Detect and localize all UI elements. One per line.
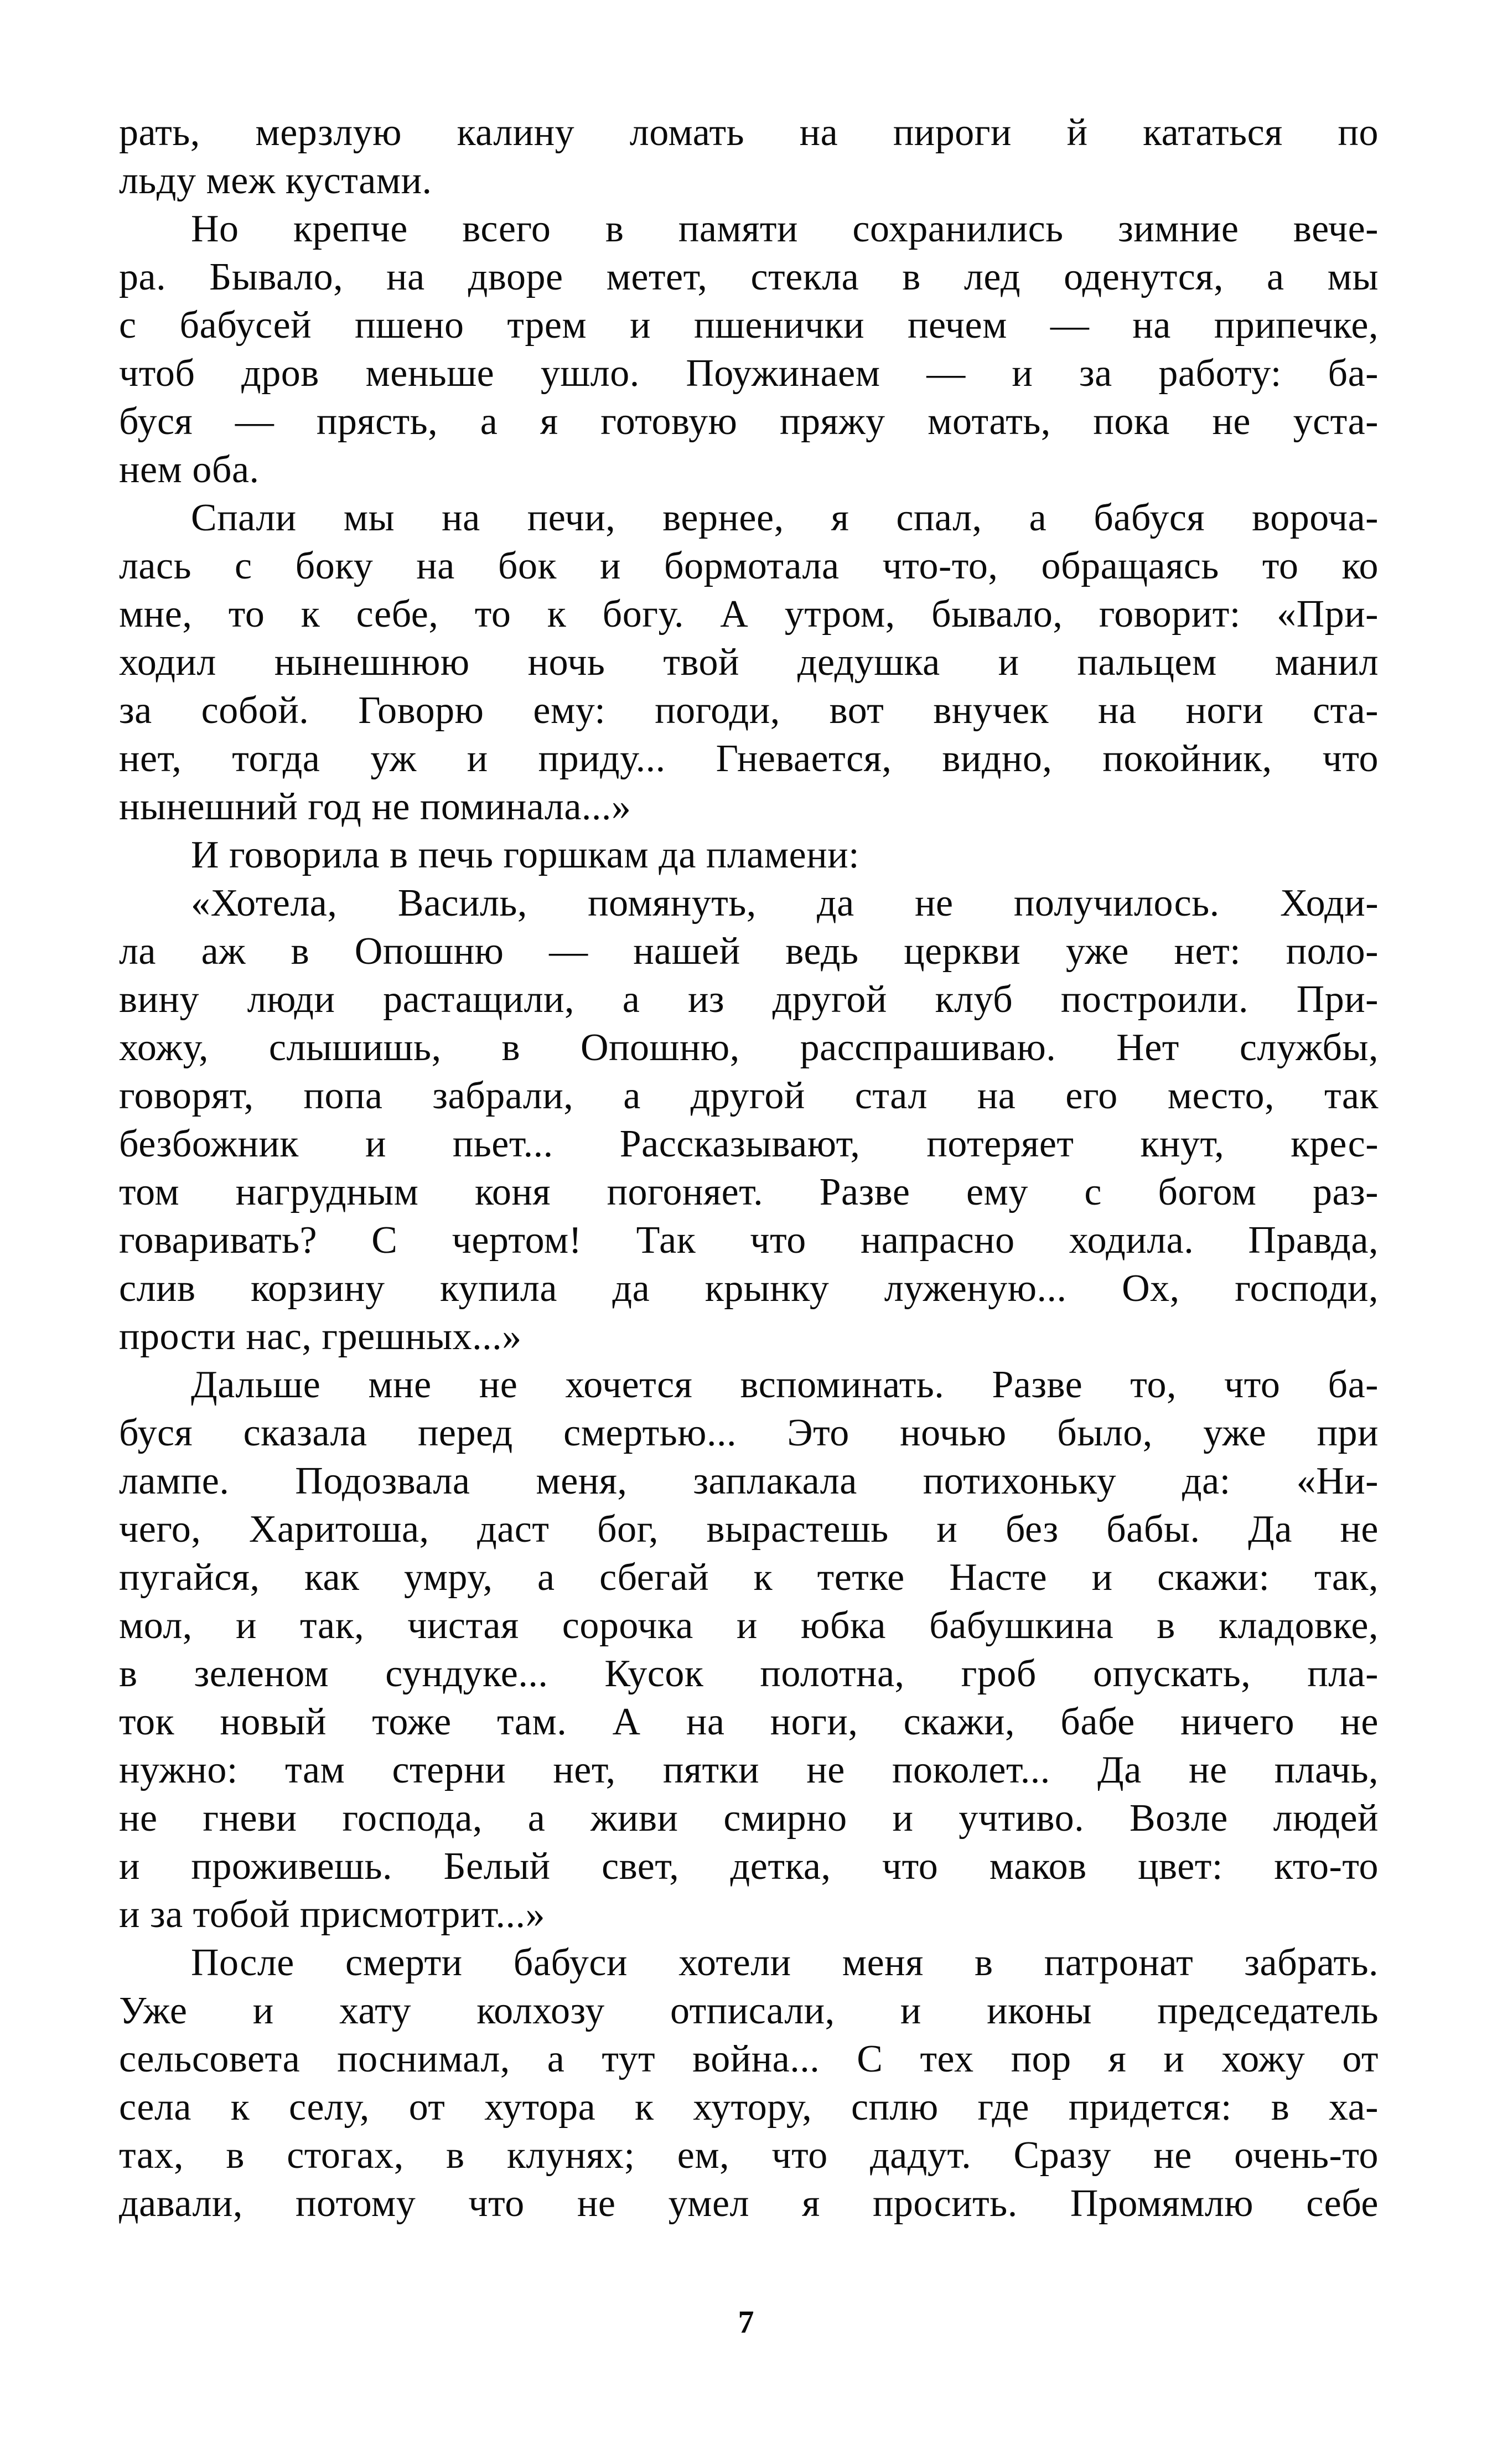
text-line: мне, то к себе, то к богу. А утром, бывало, говорит: «При-	[119, 593, 1379, 636]
text-line: льду меж кустами.	[119, 159, 432, 202]
text-line: нужно: там стерни нет, пятки не поколет... Да не плачь,	[119, 1749, 1379, 1791]
text-line: села к селу, от хутора к хутору, сплю где придется: в ха-	[119, 2086, 1379, 2129]
text-line: лась с боку на бок и бормотала что-то, обращаясь то ко	[119, 545, 1379, 587]
text-line: и за тобой присмотрит...»	[119, 1893, 546, 1936]
text-line: мол, и так, чистая сорочка и юбка бабушкина в кладовке,	[119, 1604, 1379, 1647]
text-line: лампе. Подозвала меня, заплакала потихоньку да: «Ни-	[119, 1460, 1379, 1502]
text-line: нет, тогда уж и приду... Гневается, видно, покойник, что	[119, 737, 1379, 780]
text-line: не гневи господа, а живи смирно и учтиво. Возле людей	[119, 1797, 1379, 1840]
text-line: рать, мерзлую калину ломать на пироги й кататься по	[119, 111, 1379, 154]
page-text-block	[119, 109, 1379, 2228]
text-line: пугайся, как умру, а сбегай к тетке Насте и скажи: так,	[119, 1556, 1379, 1599]
text-line: тах, в стогах, в клунях; ем, что дадут. Сразу не очень-то	[119, 2134, 1379, 2177]
text-line: говаривать? С чертом! Так что напрасно ходила. Правда,	[119, 1219, 1379, 1262]
text-line: И говорила в печь горшкам да пламени:	[191, 834, 860, 876]
text-line: сельсовета поснимал, а тут война... С тех пор я и хожу от	[119, 2038, 1379, 2080]
text-line: слив корзину купила да крынку луженую... Ох, господи,	[119, 1267, 1379, 1310]
text-line: и проживешь. Белый свет, детка, что маков цвет: кто-то	[119, 1845, 1379, 1888]
text-line: том нагрудным коня погоняет. Разве ему с богом раз-	[119, 1171, 1379, 1213]
text-line: ток новый тоже там. А на ноги, скажи, бабе ничего не	[119, 1701, 1379, 1743]
text-line: чтоб дров меньше ушло. Поужинаем — и за работу: ба-	[119, 352, 1379, 395]
text-line: После смерти бабуси хотели меня в патронат забрать.	[191, 1941, 1379, 1984]
text-line: чего, Харитоша, даст бог, вырастешь и без бабы. Да не	[119, 1508, 1379, 1551]
text-line: Уже и хату колхозу отписали, и иконы председатель	[119, 1990, 1379, 2032]
text-line: ра. Бывало, на дворе метет, стекла в лед оденутся, а мы	[119, 256, 1379, 298]
text-line: говорят, попа забрали, а другой стал на его место, так	[119, 1075, 1379, 1117]
text-line: давали, потому что не умел я просить. Промямлю себе	[119, 2182, 1379, 2225]
text-line: ходил нынешнюю ночь твой дедушка и пальцем манил	[119, 641, 1379, 684]
text-line: ла аж в Опошню — нашей ведь церкви уже нет: поло-	[119, 930, 1379, 973]
text-line: вину люди растащили, а из другой клуб построили. При-	[119, 978, 1379, 1021]
text-line: хожу, слышишь, в Опошню, расспрашиваю. Нет службы,	[119, 1026, 1379, 1069]
text-line: безбожник и пьет... Рассказывают, потеряет кнут, крес-	[119, 1123, 1379, 1165]
text-line: за собой. Говорю ему: погоди, вот внучек на ноги ста-	[119, 689, 1379, 732]
text-line: Дальше мне не хочется вспоминать. Разве то, что ба-	[191, 1363, 1379, 1406]
text-line: в зеленом сундуке... Кусок полотна, гроб опускать, пла-	[119, 1652, 1379, 1695]
page-number: 7	[738, 2304, 754, 2340]
text-line: с бабусей пшено трем и пшенички печем — на припечке,	[119, 304, 1379, 347]
text-line: нынешний год не поминала...»	[119, 786, 631, 828]
text-line: буся сказала перед смертью... Это ночью было, уже при	[119, 1412, 1379, 1454]
text-line: Но крепче всего в памяти сохранились зимние вече-	[191, 208, 1379, 250]
text-line: буся — прясть, а я готовую пряжу мотать, пока не уста-	[119, 400, 1379, 443]
text-line: Спали мы на печи, вернее, я спал, а бабуся вороча-	[191, 497, 1379, 539]
text-line: нем оба.	[119, 448, 260, 491]
text-line: «Хотела, Василь, помянуть, да не получилось. Ходи-	[191, 882, 1379, 924]
text-line: прости нас, грешных...»	[119, 1315, 522, 1358]
